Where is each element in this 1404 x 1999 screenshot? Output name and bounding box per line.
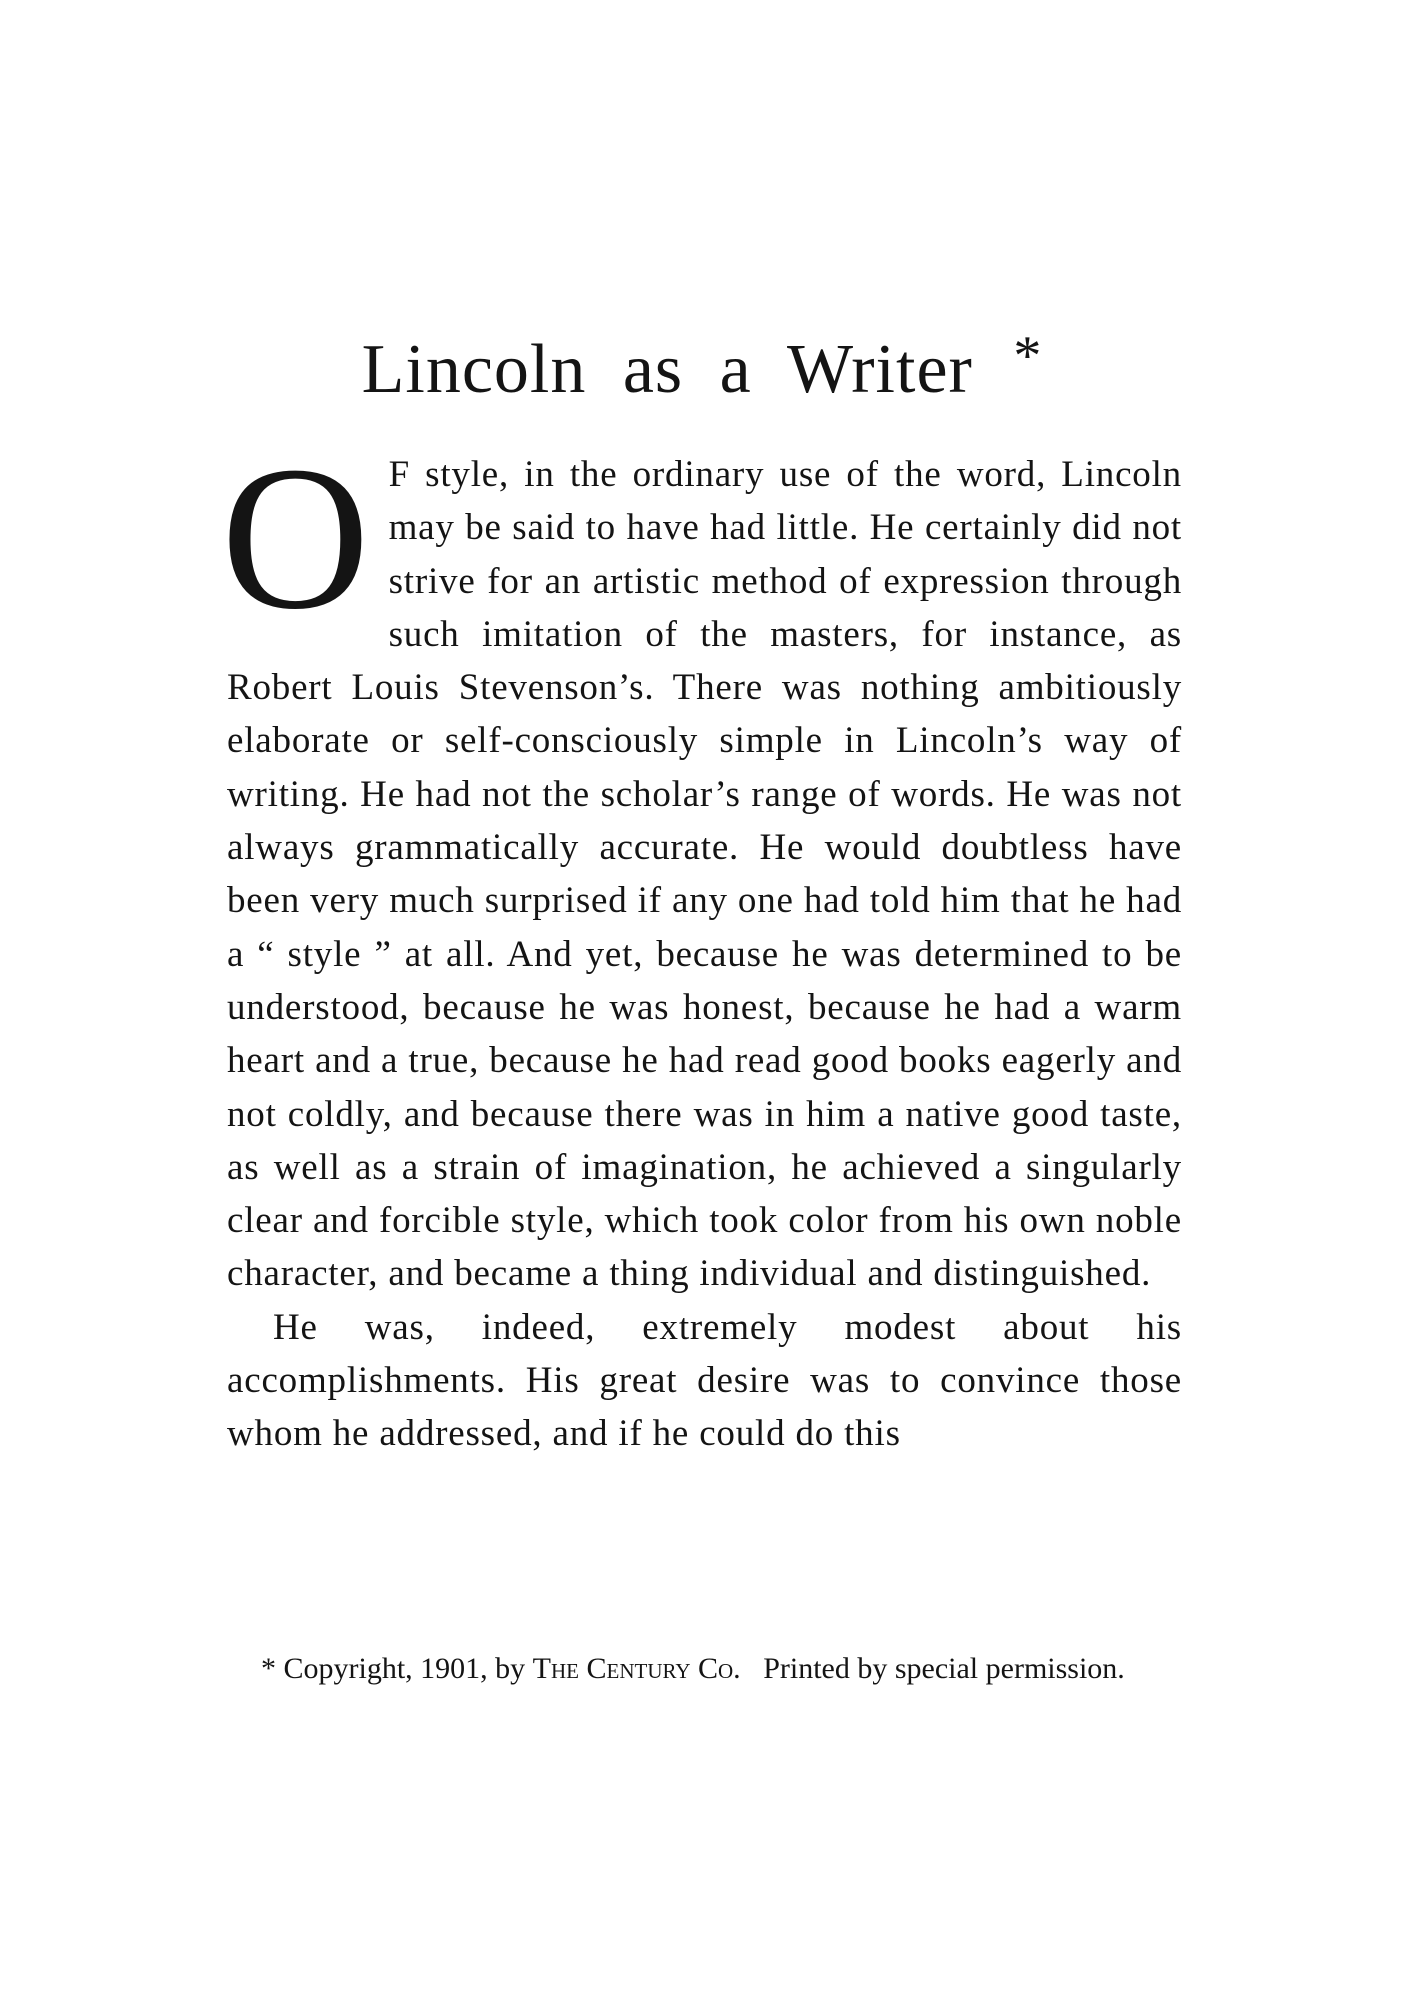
footnote-suffix: Printed by special permission.	[763, 1652, 1125, 1685]
footnote	[227, 1646, 1182, 1692]
footnote-marker: *	[1013, 325, 1043, 387]
paragraph-1-text: F style, in the ordinary use of the word, Lincoln may be said to have had little. He certainly did not strive for an artistic method of expression through such imitation of the masters, for instance, as Robert Louis Stevenson’s. There was nothing ambitiously elaborate or self-consciously simple in Lincoln’s way of writing. He had not the scholar’s range of words. He was not always grammatically accurate. He would doubtless have been very much surprised if any one had told him that he had a “ style ” at all. And yet, because he was determined to be understood, because he was honest, because he had a warm heart and a true, because he had read good books eagerly and not coldly, and because there was in him a native good taste, as well as a strain of imagination, he achieved a singularly clear and forcible style, which took color from his own noble character, and became a thing individual and distinguished.	[227, 454, 1182, 1295]
paragraph-2: He was, indeed, extremely modest about his accomplishments. His great desire was to convince those whom he addressed, and if he could do this	[227, 1306, 1182, 1455]
paragraph-1	[221, 423, 1182, 1301]
chapter-title	[0, 316, 1404, 410]
footnote-prefix: * Copyright, 1901, by	[261, 1652, 526, 1685]
footnote-publisher: The Century Co.	[532, 1652, 741, 1685]
chapter-body	[221, 423, 1182, 1461]
drop-cap: O	[221, 423, 371, 652]
chapter-title-text: Lincoln as a Writer	[361, 331, 973, 408]
